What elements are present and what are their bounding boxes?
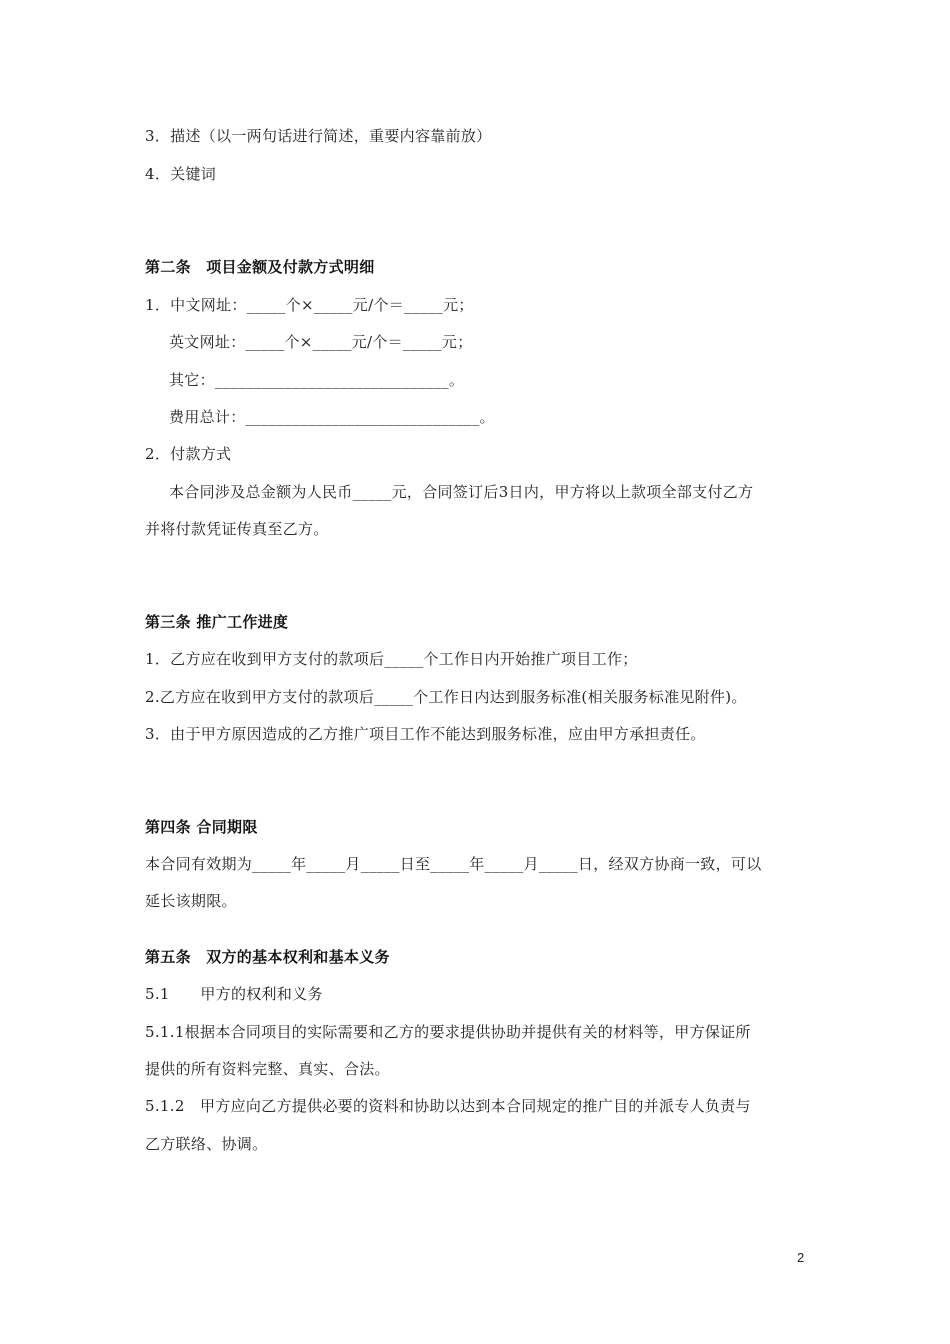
payment-text-2: 并将付款凭证传真至乙方。 — [145, 520, 329, 538]
keywords-item: 4．关键词 — [145, 165, 217, 183]
article3-heading: 第三条 推广工作进度 — [145, 613, 289, 631]
article4-text-2: 延长该期限。 — [145, 892, 237, 910]
article3-item1: 1．乙方应在收到甲方支付的款项后_____个工作日内开始推广项目工作； — [145, 650, 638, 668]
desc-item: 3．描述（以一两句话进行简述，重要内容靠前放） — [145, 127, 492, 145]
item-511-line2: 提供的所有资料完整、真实、合法。 — [145, 1060, 390, 1078]
item-512-line1: 5.1.2 甲方应向乙方提供必要的资料和协助以达到本合同规定的推广目的并派专人负责与 — [145, 1097, 751, 1115]
article4-text-1: 本合同有效期为_____年_____月_____日至_____年_____月_____日，经双方协商一致，可以 — [145, 855, 762, 873]
article3-item3: 3．由于甲方原因造成的乙方推广项目工作不能达到服务标准，应由甲方承担责任。 — [145, 725, 706, 743]
chinese-url-line: 1．中文网址：_____个×_____元/个＝_____元； — [145, 296, 474, 314]
english-url-line: 英文网址：_____个×_____元/个＝_____元； — [169, 333, 473, 351]
payment-text-1: 本合同涉及总金额为人民币_____元，合同签订后3日内，甲方将以上款项全部支付乙方 — [169, 483, 754, 501]
payment-title: 2．付款方式 — [145, 445, 232, 463]
article3-item2: 2.乙方应在收到甲方支付的款项后_____个工作日内达到服务标准(相关服务标准见附件)。 — [145, 688, 747, 706]
item-512-line2: 乙方联络、协调。 — [145, 1135, 268, 1153]
total-line: 费用总计：______________________________。 — [169, 408, 495, 426]
article5-sub51: 5.1 甲方的权利和义务 — [145, 985, 323, 1003]
article5-heading: 第五条 双方的基本权利和基本义务 — [145, 948, 390, 966]
other-line: 其它：______________________________。 — [169, 371, 465, 389]
article4-heading: 第四条 合同期限 — [145, 818, 258, 836]
page-number: 2 — [797, 1250, 805, 1265]
item-511-line1: 5.1.1根据本合同项目的实际需要和乙方的要求提供协助并提供有关的材料等，甲方保证所 — [145, 1023, 751, 1041]
article2-heading: 第二条 项目金额及付款方式明细 — [145, 258, 375, 276]
